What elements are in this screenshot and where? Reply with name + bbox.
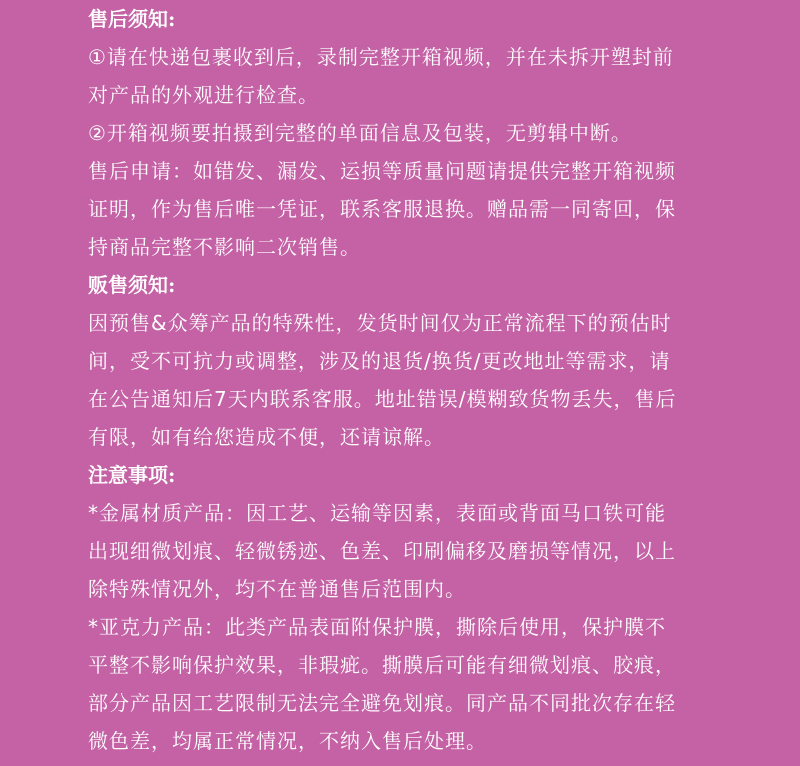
sales-notice-text bbox=[88, 304, 780, 456]
text-line: 平整不影响保护效果，非瑕疵。撕膜后可能有细微划痕、胶痕， bbox=[88, 653, 676, 677]
text-line: 间，受不可抗力或调整，涉及的退货/换货/更改地址等需求，请 bbox=[88, 349, 671, 373]
text-line: 部分产品因工艺限制无法完全避免划痕。同产品不同批次存在轻 bbox=[88, 691, 676, 715]
text-line: 微色差，均属正常情况，不纳入售后处理。 bbox=[88, 729, 487, 753]
text-line: *亚克力产品：此类产品表面附保护膜，撕除后使用，保护膜不 bbox=[88, 615, 666, 639]
text-line: 在公告通知后7天内联系客服。地址错误/模糊致货物丢失，售后 bbox=[88, 387, 677, 411]
after-sales-heading: 售后须知: bbox=[88, 7, 176, 31]
text-line: 除特殊情况外，均不在普通售后范围内。 bbox=[88, 577, 466, 601]
text-line: ②开箱视频要拍摄到完整的单面信息及包装，无剪辑中断。 bbox=[88, 121, 632, 145]
acrylic-product-note bbox=[88, 608, 780, 760]
notes-heading: 注意事项: bbox=[88, 463, 176, 487]
metal-product-note bbox=[88, 494, 780, 608]
text-line: ①请在快递包裹收到后，录制完整开箱视频，并在未拆开塑封前 bbox=[88, 45, 674, 69]
text-line: 售后申请：如错发、漏发、运损等质量问题请提供完整开箱视频 bbox=[88, 159, 676, 183]
after-sales-application bbox=[88, 152, 780, 266]
text-line: *金属材质产品：因工艺、运输等因素，表面或背面马口铁可能 bbox=[88, 501, 666, 525]
after-sales-item-1 bbox=[88, 38, 780, 114]
text-line: 对产品的外观进行检查。 bbox=[88, 83, 319, 107]
text-line: 有限，如有给您造成不便，还请谅解。 bbox=[88, 425, 445, 449]
text-line: 持商品完整不影响二次销售。 bbox=[88, 235, 361, 259]
text-line: 因预售&众筹产品的特殊性，发货时间仅为正常流程下的预估时 bbox=[88, 311, 672, 335]
sales-heading: 贩售须知: bbox=[88, 273, 176, 297]
after-sales-item-2 bbox=[88, 114, 780, 152]
text-line: 证明，作为售后唯一凭证，联系客服退换。赠品需一同寄回，保 bbox=[88, 197, 676, 221]
text-line: 出现细微划痕、轻微锈迹、色差、印刷偏移及磨损等情况，以上 bbox=[88, 539, 676, 563]
